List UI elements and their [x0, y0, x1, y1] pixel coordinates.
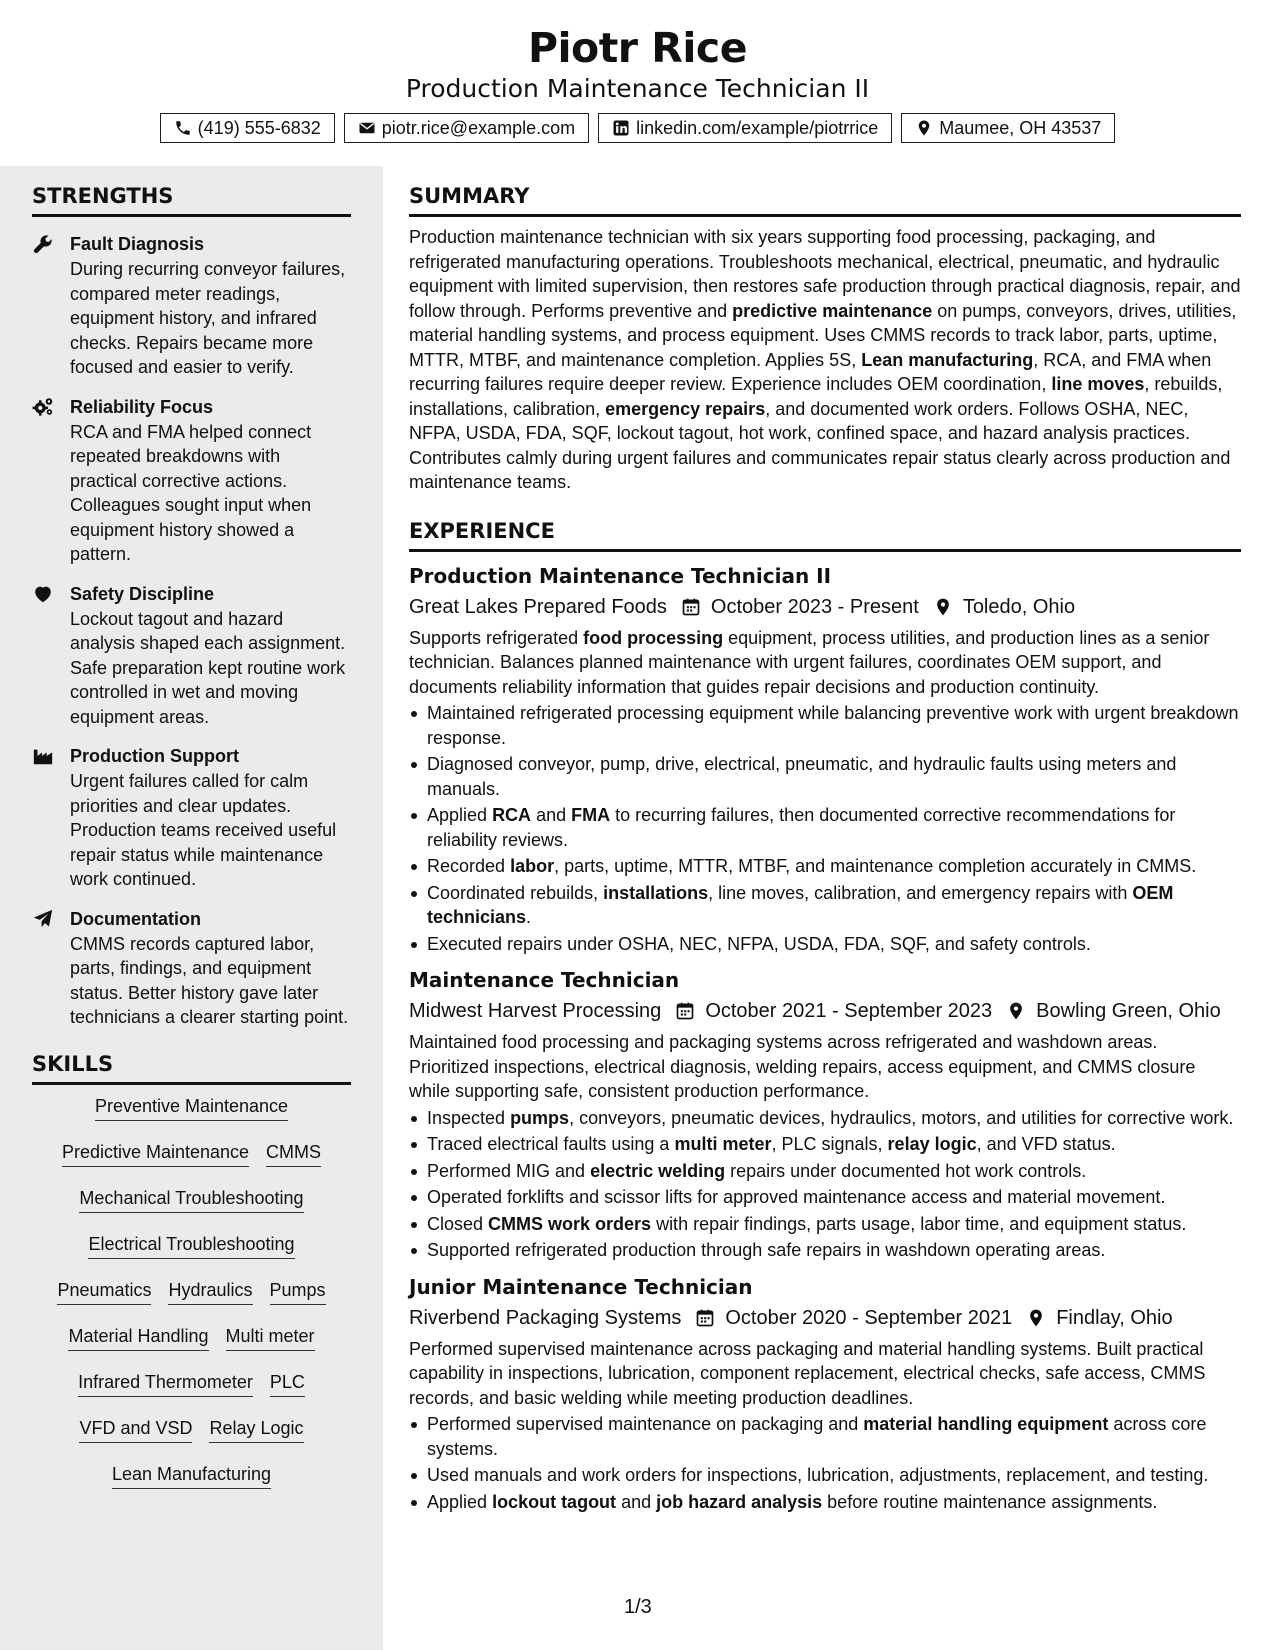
- strengths-section: [32, 166, 351, 1509]
- calendar-icon: [681, 597, 701, 617]
- skill-tag: Infrared Thermometer: [78, 1371, 253, 1397]
- skill-tag: Lean Manufacturing: [112, 1463, 271, 1489]
- job-bullet: Inspected pumps, conveyors, pneumatic devices, hydraulics, motors, and utilities for corrective work.: [409, 1106, 1241, 1131]
- skill-tag: Preventive Maintenance: [95, 1095, 288, 1121]
- skill-tag: PLC: [270, 1371, 305, 1397]
- summary-heading: SUMMARY: [409, 166, 1241, 217]
- strength-text: Urgent failures called for calm priorities and clear updates. Production teams received useful repair status while maintenance work continued.: [70, 771, 337, 889]
- phone-icon: [174, 119, 192, 137]
- strength-text: CMMS records captured labor, parts, findings, and equipment status. Better history gave later technicians a clearer starting point.: [70, 933, 349, 1027]
- heart-icon: [32, 583, 54, 605]
- strength-item: [32, 581, 351, 730]
- job-meta: [409, 996, 1241, 1026]
- strength-item: [32, 394, 351, 567]
- job-bullet: Recorded labor, parts, uptime, MTTR, MTBF, and maintenance completion accurately in CMMS.: [409, 854, 1241, 879]
- resume-header: [0, 0, 1275, 143]
- skill-tag: Mechanical Troubleshooting: [79, 1187, 303, 1213]
- job-bullet: Applied lockout tagout and job hazard analysis before routine maintenance assignments.: [409, 1490, 1241, 1515]
- location-pin-icon: [1006, 1001, 1026, 1021]
- job-meta: [409, 592, 1241, 622]
- strength-title: Documentation: [70, 908, 202, 929]
- industry-icon: [32, 745, 54, 767]
- skill-tag: VFD and VSD: [79, 1417, 192, 1443]
- job-bullet: Traced electrical faults using a multi meter, PLC signals, relay logic, and VFD status.: [409, 1132, 1241, 1157]
- page-number: 1/3: [624, 1596, 652, 1618]
- strength-item: [32, 231, 351, 380]
- job-description: Performed supervised maintenance across packaging and material handling systems. Built practical capability in inspections, lubrication, component replacement, electrical checks, safe access, CMMS records, and basic welding while meeting production deadlines.: [409, 1338, 1206, 1408]
- calendar-icon: [675, 1001, 695, 1021]
- job-location: Bowling Green, Ohio: [1036, 1000, 1221, 1022]
- job-company: Great Lakes Prepared Foods: [409, 595, 667, 618]
- summary-text: Production maintenance technician with six years supporting food processing, packaging, and refrigerated manufacturing operations. Troubleshoots mechanical, electrical, pneumatic, and hydraulic equipment with limited supervision, then restores safe production through practical diagnosis, repair, and follow through. Performs preventive and predictive maintenance on pumps, conveyors, drives, utilities, material handling systems, and process equipment. Uses CMMS records to track labor, parts, uptime, MTTR, MTBF, and maintenance completion. Applies 5S, Lean manufacturing, RCA, and FMA when recurring failures require deeper review. Experience includes OEM coordination, line moves, rebuilds, installations, calibration, emergency repairs, and documented work orders. Follows OSHA, NEC, NFPA, USDA, FDA, SQF, lockout tagout, hot work, confined space, and hazard analysis practices. Contributes calmly during urgent failures and communicates repair status clearly across production and maintenance teams.: [409, 227, 1241, 492]
- job-title: Maintenance Technician: [409, 968, 680, 992]
- candidate-title: Production Maintenance Technician II: [405, 74, 870, 103]
- skill-tag: Pneumatics: [57, 1279, 151, 1305]
- location-pin-icon: [933, 597, 953, 617]
- job-bullet: Closed CMMS work orders with repair findings, parts usage, labor time, and equipment status.: [409, 1212, 1241, 1237]
- job-bullet: Diagnosed conveyor, pump, drive, electrical, pneumatic, and hydraulic faults using meters and manuals.: [409, 752, 1241, 801]
- job-description: Supports refrigerated food processing equipment, process utilities, and production lines as a senior technician. Balances planned maintenance with urgent failures, coordinates OEM support, and documents reliability information that guides repair decisions and production continuity.: [409, 627, 1210, 697]
- job-title: Junior Maintenance Technician: [409, 1274, 753, 1299]
- skill-tag: Pumps: [270, 1279, 326, 1305]
- job-bullets: [409, 1106, 1241, 1263]
- location-pin-icon: [1026, 1308, 1046, 1328]
- strength-title: Production Support: [70, 746, 239, 766]
- linkedin-icon: [612, 119, 630, 137]
- job-bullet: Used manuals and work orders for inspections, lubrication, adjustments, replacement, and testing.: [409, 1463, 1241, 1488]
- job-bullet: Maintained refrigerated processing equipment while balancing preventive work with urgent breakdown response.: [409, 701, 1241, 750]
- strengths-heading: STRENGTHS: [32, 166, 351, 217]
- contact-phone[interactable]: [160, 113, 335, 143]
- calendar-icon: [695, 1308, 715, 1328]
- job-location: Findlay, Ohio: [1056, 1306, 1173, 1329]
- contact-location: [901, 113, 1115, 143]
- experience-heading: EXPERIENCE: [409, 501, 1241, 552]
- main-content: [409, 166, 1241, 1516]
- sidebar: [0, 166, 383, 1650]
- paper-plane-icon: [32, 908, 54, 930]
- job-description: Maintained food processing and packaging systems across refrigerated and washdown areas. Prioritized inspections, electrical diagnosis, welding repairs, access equipment, and CMMS closure while supporting safe, consistent production performance.: [409, 1032, 1196, 1101]
- job-location: Toledo, Ohio: [962, 595, 1076, 618]
- skill-tag: Hydraulics: [168, 1279, 252, 1305]
- job-bullet: Operated forklifts and scissor lifts for approved maintenance access and material movement.: [409, 1185, 1241, 1210]
- skill-tag: CMMS: [266, 1141, 321, 1167]
- skills-list: [32, 1095, 351, 1509]
- contact-email-text: piotr.rice@example.com: [381, 117, 576, 138]
- strength-text: During recurring conveyor failures, compared meter readings, equipment history, and infrared checks. Repairs became more focused and easier to verify.: [70, 259, 346, 377]
- location-pin-icon: [915, 119, 933, 137]
- gears-icon: [32, 396, 54, 418]
- strength-text: RCA and FMA helped connect repeated breakdowns with practical corrective actions. Colleagues sought input when equipment history showed a pattern.: [70, 421, 312, 564]
- job-dates: October 2023 - Present: [710, 595, 919, 618]
- job-entry: [409, 562, 1241, 957]
- skill-tag: Multi meter: [226, 1325, 315, 1351]
- wrench-icon: [32, 233, 54, 255]
- skill-tag: Material Handling: [68, 1325, 208, 1351]
- contact-linkedin-text: linkedin.com/example/piotrrice: [636, 117, 879, 138]
- strength-item: [32, 743, 351, 892]
- strength-title: Reliability Focus: [70, 396, 214, 417]
- strength-item: [32, 906, 351, 1030]
- job-entry: [409, 966, 1241, 1263]
- job-meta: [409, 1303, 1241, 1333]
- contact-location-text: Maumee, OH 43537: [939, 117, 1102, 138]
- contact-email[interactable]: [344, 113, 589, 143]
- strength-text: Lockout tagout and hazard analysis shaped each assignment. Safe preparation kept routine work controlled in wet and moving equipment areas.: [70, 608, 346, 727]
- candidate-name: Piotr Rice: [527, 24, 748, 72]
- job-dates: October 2021 - September 2023: [705, 1000, 993, 1022]
- strength-title: Safety Discipline: [70, 583, 215, 604]
- job-bullet: Applied RCA and FMA to recurring failures, then documented corrective recommendations for reliability reviews.: [409, 803, 1241, 852]
- job-bullet: Performed supervised maintenance on packaging and material handling equipment across core systems.: [409, 1412, 1241, 1461]
- job-company: Midwest Harvest Processing: [409, 1000, 662, 1022]
- job-bullets: [409, 1412, 1241, 1514]
- envelope-icon: [358, 119, 376, 137]
- skill-tag: Relay Logic: [209, 1417, 303, 1443]
- strength-title: Fault Diagnosis: [70, 234, 205, 254]
- contact-bar: [0, 113, 1275, 143]
- skill-tag: Predictive Maintenance: [62, 1141, 249, 1167]
- job-bullets: [409, 701, 1241, 956]
- job-bullet: Executed repairs under OSHA, NEC, NFPA, USDA, FDA, SQF, and safety controls.: [409, 932, 1241, 957]
- contact-phone-text: (419) 555-6832: [197, 117, 321, 138]
- contact-linkedin[interactable]: [598, 113, 892, 143]
- job-title: Production Maintenance Technician II: [409, 563, 832, 588]
- job-company: Riverbend Packaging Systems: [409, 1306, 682, 1329]
- skills-heading: SKILLS: [32, 1034, 351, 1085]
- job-bullet: Coordinated rebuilds, installations, line moves, calibration, and emergency repairs with OEM technicians.: [409, 881, 1241, 930]
- job-dates: October 2020 - September 2021: [725, 1306, 1013, 1329]
- job-entry: [409, 1273, 1241, 1515]
- job-bullet: Supported refrigerated production through safe repairs in washdown operating areas.: [409, 1238, 1241, 1263]
- skill-tag: Electrical Troubleshooting: [88, 1233, 294, 1259]
- job-bullet: Performed MIG and electric welding repairs under documented hot work controls.: [409, 1159, 1241, 1184]
